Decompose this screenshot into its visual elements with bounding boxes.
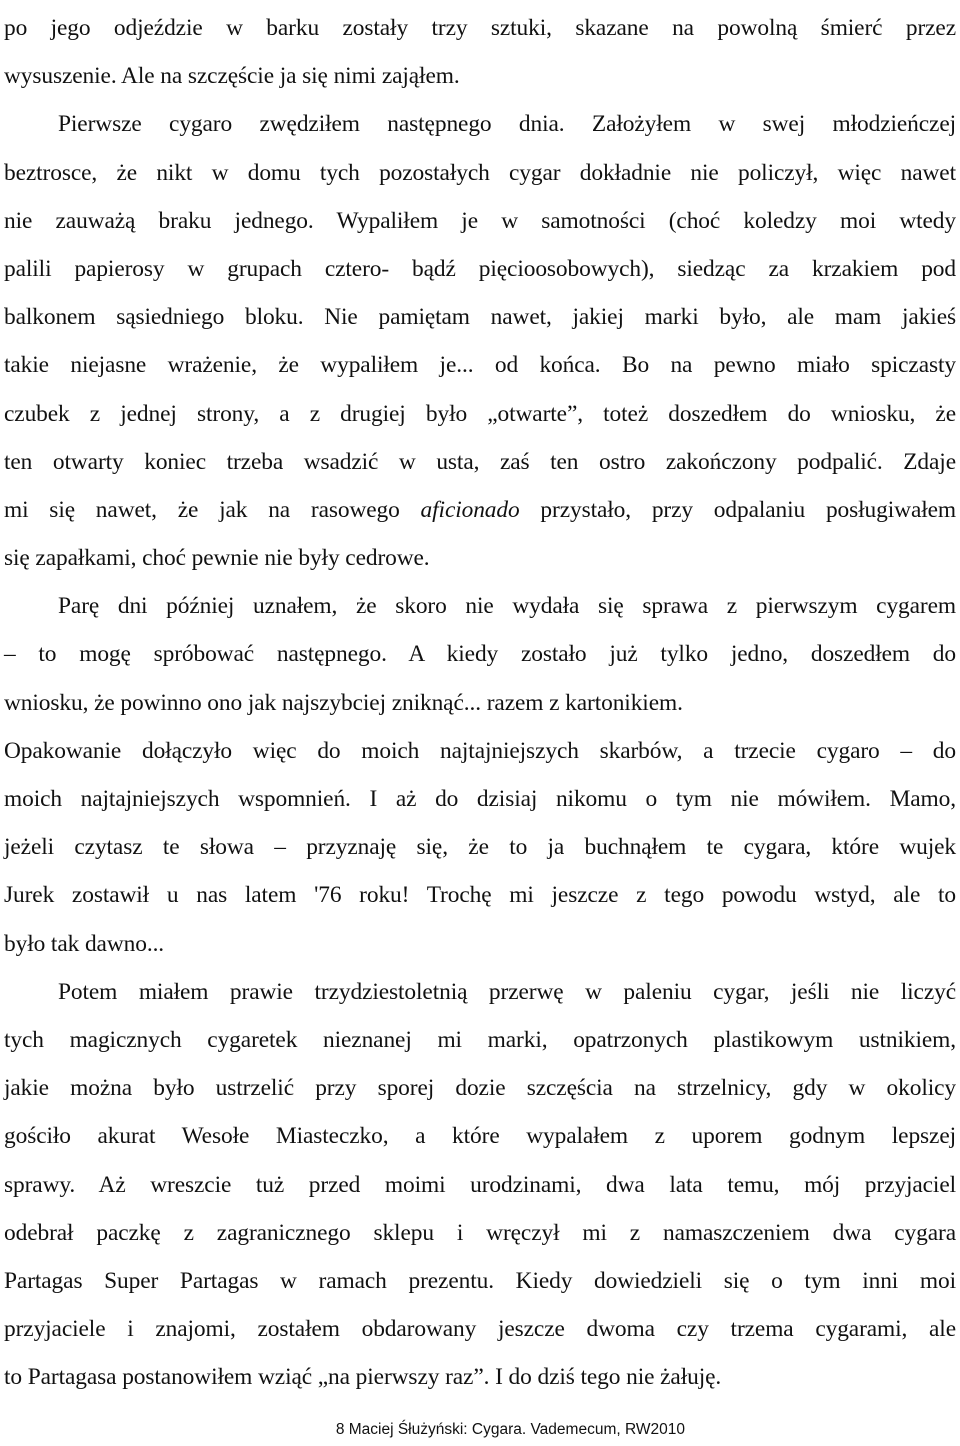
text-line: wniosku, że powinno ono jak najszybciej zniknąć... razem z kartonikiem. (4, 689, 683, 716)
text-line: gościło akurat Wesołe Miasteczko, a które wypalałem z uporem godnym lepszej (4, 1123, 956, 1150)
text-line: sprawy. Aż wreszcie tuż przed moimi urodzinami, dwa lata temu, mój przyjaciel (4, 1171, 956, 1198)
text-line: wysuszenie. Ale na szczęście ja się nimi zająłem. (4, 63, 460, 90)
text-line: – to mogę spróbować następnego. A kiedy zostało już tylko jedno, doszedłem do (4, 641, 956, 668)
text-line: Pierwsze cygaro zwędziłem następnego dnia. Założyłem w swej młodzieńczej (58, 111, 956, 138)
text-line: odebrał paczkę z zagranicznego sklepu i wręczył mi z namaszczeniem dwa cygara (4, 1219, 956, 1246)
text-line: było tak dawno... (4, 930, 165, 957)
page-footer: 8 Maciej Śłużyński: Cygara. Vademecum, RW2010 (335, 1421, 685, 1438)
text-line: moich najtajniejszych wspomnień. I aż do dzisiaj nikomu o tym nie mówiłem. Mamo, (4, 786, 956, 812)
text-line: beztrosce, że nikt w domu tych pozostałych cygar dokładnie nie policzył, więc nawet (4, 159, 956, 186)
text-line: przyjaciele i znajomi, zostałem obdarowany jeszcze dwoma czy trzema cygarami, ale (4, 1316, 956, 1343)
text-segment: przystało, przy odpalaniu posługiwałem (519, 496, 956, 523)
text-line: Partagas Super Partagas w ramach prezentu. Kiedy dowiedzieli się o tym inni moi (4, 1267, 956, 1294)
text-line: Potem miałem prawie trzydziestoletnią przerwę w paleniu cygar, jeśli nie liczyć (58, 978, 956, 1005)
text-line: jeżeli czytasz te słowa – przyznaję się, że to ja buchnąłem te cygara, które wujek (4, 834, 956, 861)
text-line: Opakowanie dołączyło więc do moich najtajniejszych skarbów, a trzecie cygaro – do (4, 737, 956, 764)
body-text (4, 4, 956, 1401)
text-line: takie niejasne wrażenie, że wypaliłem je... od końca. Bo na pewno miało spiczasty (4, 352, 956, 379)
text-line: po jego odjeździe w barku zostały trzy sztuki, skazane na powolną śmierć przez (4, 15, 956, 41)
text-line: Jurek zostawił u nas latem '76 roku! Trochę mi jeszcze z tego powodu wstyd, ale to (4, 882, 956, 909)
text-line: czubek z jednej strony, a z drugiej było „otwarte”, toteż doszedłem do wniosku, że (4, 400, 956, 427)
italic-term: aficionado (420, 496, 520, 523)
text-segment: mi się nawet, że jak na rasowego (4, 496, 421, 523)
text-line: nie zauważą braku jednego. Wypaliłem je w samotności (choć koledzy moi wtedy (4, 207, 956, 234)
text-line: balkonem sąsiedniego bloku. Nie pamiętam nawet, jakiej marki było, ale mam jakieś (4, 304, 956, 331)
text-line: to Partagasa postanowiłem wziąć „na pierwszy raz”. I do dziś tego nie żałuję. (4, 1364, 722, 1391)
text-line: ten otwarty koniec trzeba wsadzić w usta, zaś ten ostro zakończony podpalić. Zdaje (4, 448, 956, 475)
text-line: tych magicznych cygaretek nieznanej mi marki, opatrzonych plastikowym ustnikiem, (4, 1026, 956, 1053)
text-line: jakie można było ustrzelić przy sporej dozie szczęścia na strzelnicy, gdy w okolicy (4, 1075, 956, 1102)
text-line (4, 486, 956, 534)
text-line: Parę dni później uznałem, że skoro nie wydała się sprawa z pierwszym cygarem (58, 593, 956, 620)
text-line: palili papierosy w grupach cztero- bądź pięcioosobowych), siedząc za krzakiem pod (4, 255, 956, 282)
text-line: się zapałkami, choć pewnie nie były cedrowe. (4, 545, 430, 572)
